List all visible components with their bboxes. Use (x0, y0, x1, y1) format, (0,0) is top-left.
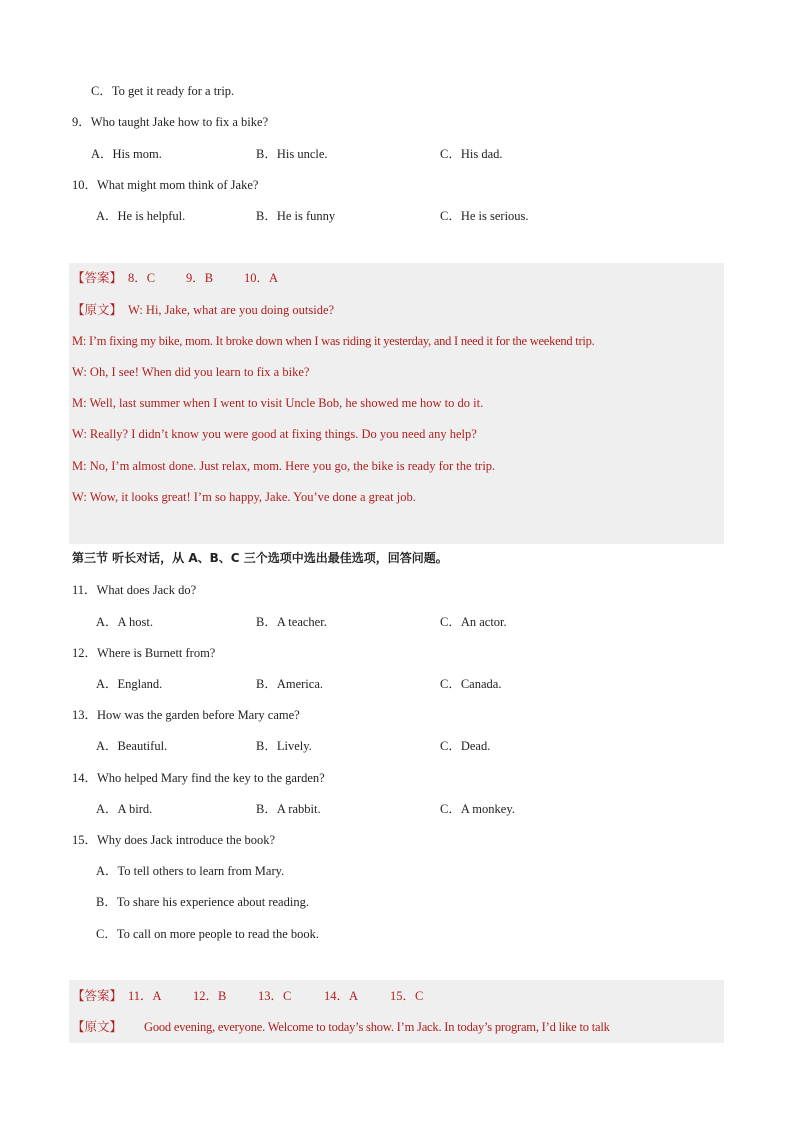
answer-block-2-answer-item: 14．A (324, 989, 359, 1003)
section-3-title: 第三节 听长对话，从 A、B、C 三个选项中选出最佳选项，回答问题。 (72, 551, 448, 565)
q14-option-c: C．A monkey. (440, 802, 515, 816)
answer-block-2-answer-item: 12．B (193, 989, 227, 1003)
q13-stem: 13．How was the garden before Mary came? (72, 708, 300, 722)
q15-stem: 15．Why does Jack introduce the book? (72, 833, 276, 847)
q15-option-b: B．To share his experience about reading. (96, 895, 309, 909)
answer-block-2-source-tag: 【原文】 (72, 1020, 123, 1034)
q13-option-a: A．Beautiful. (96, 739, 168, 753)
q15-option-c: C．To call on more people to read the book. (96, 927, 320, 941)
q12-option-a: A．England. (96, 677, 163, 691)
q11-option-a: A．A host. (96, 615, 153, 629)
answer-block-1-answer-item: 8．C (128, 271, 156, 285)
q10-option-a: A．He is helpful. (96, 209, 186, 223)
q10-option-b: B．He is funny (256, 209, 336, 223)
transcript-line: W: Hi, Jake, what are you doing outside? (128, 303, 335, 317)
answer-block-2-answer-item: 11．A (128, 989, 162, 1003)
answer-block-2-answer-item: 13．C (258, 989, 292, 1003)
answer-block-1-answer-item: 10．A (244, 271, 279, 285)
q12-option-b: B．America. (256, 677, 323, 691)
q14-option-a: A．A bird. (96, 802, 153, 816)
q14-stem: 14．Who helped Mary find the key to the garden? (72, 771, 325, 785)
q9-option-c: C．His dad. (440, 147, 503, 161)
q10-option-c: C．He is serious. (440, 209, 529, 223)
transcript-line: M: I’m fixing my bike, mom. It broke down when I was riding it yesterday, and I need it for the weekend trip. (72, 334, 595, 348)
q9-stem: 9．Who taught Jake how to fix a bike? (72, 115, 269, 129)
q9-option-a: A．His mom. (91, 147, 162, 161)
answer-block-1-answer-item: 9．B (186, 271, 214, 285)
answer-block-1-answer-tag: 【答案】 (72, 271, 123, 285)
q11-option-c: C．An actor. (440, 615, 507, 629)
answer-block-1-source-tag: 【原文】 (72, 303, 123, 317)
transcript-line: Good evening, everyone. Welcome to today’s show. I’m Jack. In today’s program, I’d like to talk (144, 1020, 610, 1034)
q13-option-c: C．Dead. (440, 739, 491, 753)
transcript-line: M: Well, last summer when I went to visit Uncle Bob, he showed me how to do it. (72, 396, 484, 410)
q8-option-c: C．To get it ready for a trip. (91, 84, 235, 98)
answer-block-2-answer-item: 15．C (390, 989, 424, 1003)
transcript-line: W: Oh, I see! When did you learn to fix a bike? (72, 365, 310, 379)
answer-block-2-answer-tag: 【答案】 (72, 989, 123, 1003)
q12-option-c: C．Canada. (440, 677, 502, 691)
q9-option-b: B．His uncle. (256, 147, 328, 161)
transcript-line: W: Wow, it looks great! I’m so happy, Jake. You’ve done a great job. (72, 490, 416, 504)
transcript-line: W: Really? I didn’t know you were good at fixing things. Do you need any help? (72, 427, 477, 441)
q14-option-b: B．A rabbit. (256, 802, 321, 816)
q11-option-b: B．A teacher. (256, 615, 327, 629)
q15-option-a: A．To tell others to learn from Mary. (96, 864, 285, 878)
q10-stem: 10．What might mom think of Jake? (72, 178, 259, 192)
q13-option-b: B．Lively. (256, 739, 312, 753)
transcript-line: M: No, I’m almost done. Just relax, mom. Here you go, the bike is ready for the trip. (72, 459, 496, 473)
q12-stem: 12．Where is Burnett from? (72, 646, 216, 660)
q11-stem: 11．What does Jack do? (72, 583, 197, 597)
